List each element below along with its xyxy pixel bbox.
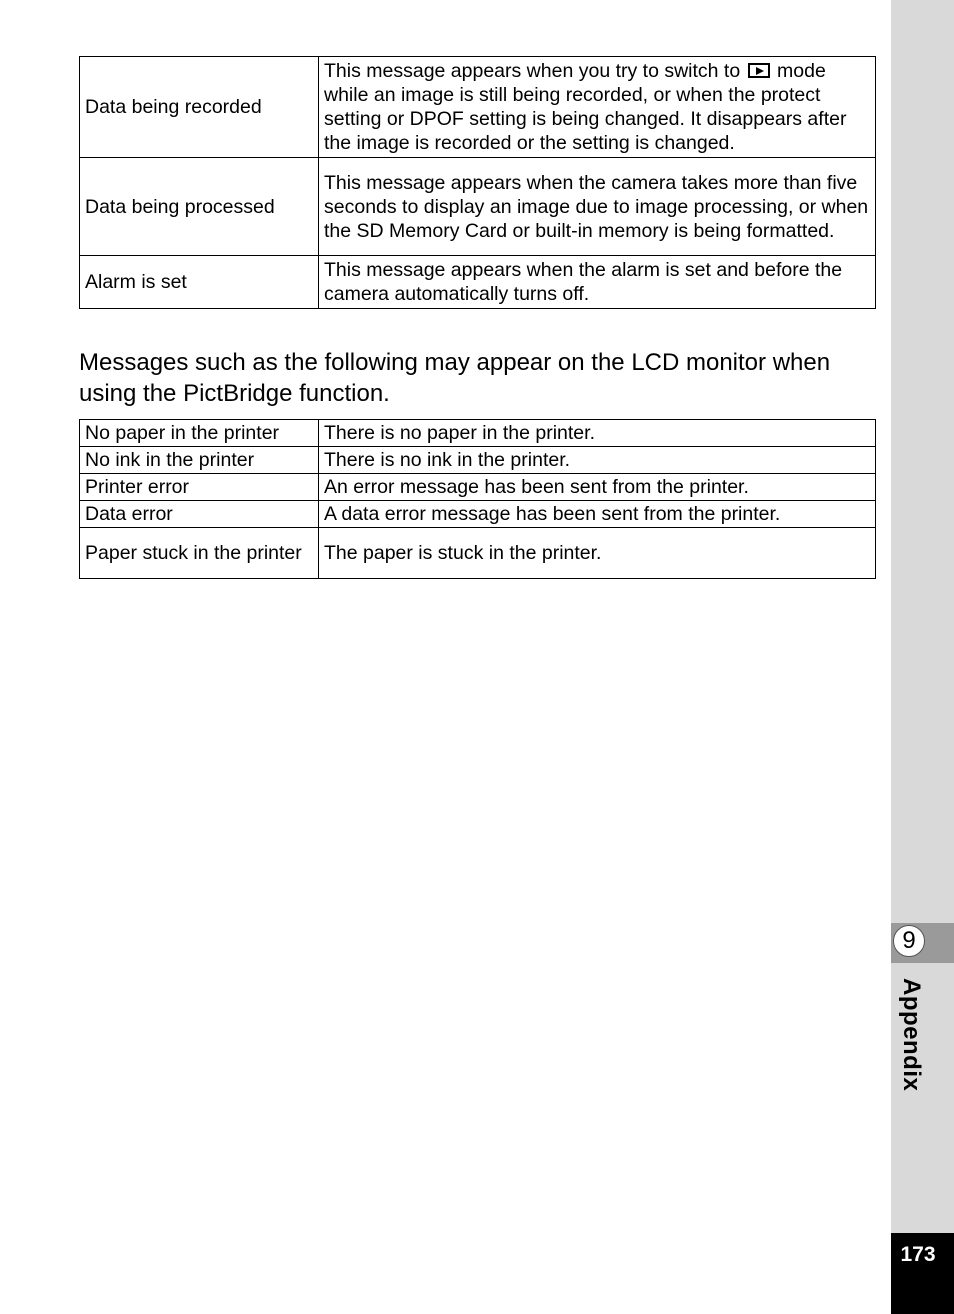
message-label: Data being processed [80, 158, 319, 256]
description-text: mode while an image is still being recorded, or when the protect setting or DPOF setting is being changed. It disappears after the image is recorded or the setting is changed. [324, 60, 847, 154]
message-description: A data error message has been sent from the printer. [319, 501, 876, 528]
message-table-camera [79, 56, 876, 309]
description-text: This message appears when you try to switch to [324, 60, 741, 82]
table-row [80, 474, 876, 501]
message-label: Printer error [80, 474, 319, 501]
intro-paragraph: Messages such as the following may appear on the LCD monitor when using the PictBridge function. [79, 349, 831, 407]
message-description: There is no paper in the printer. [319, 420, 876, 447]
table-row [80, 158, 876, 256]
table-row [80, 447, 876, 474]
message-label: No ink in the printer [80, 447, 319, 474]
playback-icon [748, 63, 770, 78]
chapter-number: 9 [893, 925, 925, 957]
page-number-box [891, 1233, 954, 1314]
table-row [80, 501, 876, 528]
message-description: There is no ink in the printer. [319, 447, 876, 474]
message-label: No paper in the printer [80, 420, 319, 447]
message-label: Alarm is set [80, 256, 319, 309]
message-description: An error message has been sent from the printer. [319, 474, 876, 501]
table-row [80, 420, 876, 447]
chapter-title: Appendix [898, 978, 925, 1092]
message-description [319, 57, 876, 158]
table-row [80, 256, 876, 309]
message-description: The paper is stuck in the printer. [319, 528, 876, 579]
message-description: This message appears when the camera takes more than five seconds to display an image due to image processing, or when the SD Memory Card or built-in memory is being formatted. [319, 158, 876, 256]
message-description: This message appears when the alarm is set and before the camera automatically turns off. [319, 256, 876, 309]
chapter-sidebar [891, 0, 954, 1314]
table-row [80, 57, 876, 158]
table-row [80, 528, 876, 579]
page-number: 173 [900, 1243, 936, 1266]
message-label: Data being recorded [80, 57, 319, 158]
message-label: Paper stuck in the printer [80, 528, 319, 579]
message-table-pictbridge [79, 419, 876, 579]
message-label: Data error [80, 501, 319, 528]
chapter-tab [891, 923, 954, 963]
